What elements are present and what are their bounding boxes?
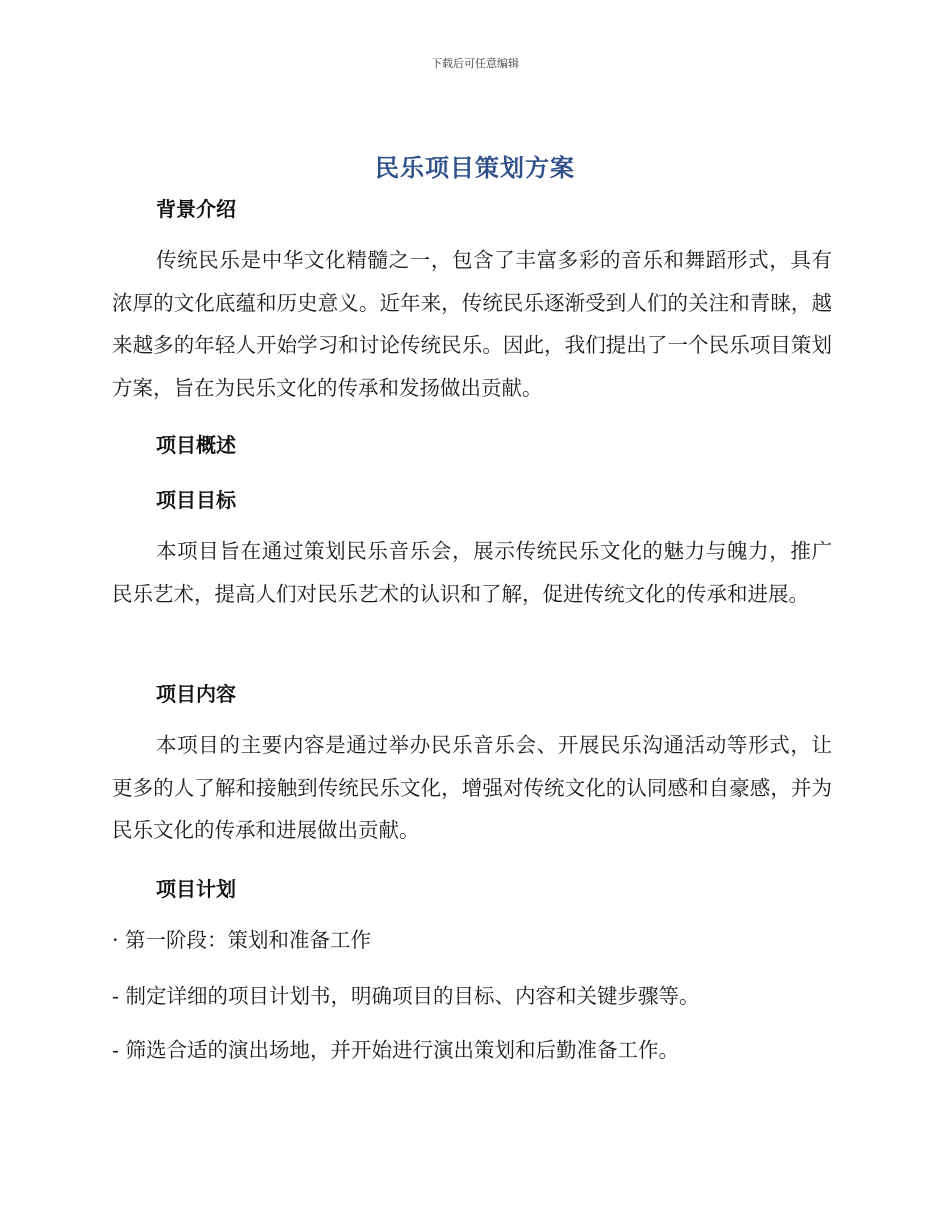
header-note: 下载后可任意编辑	[431, 57, 519, 70]
heading-overview: 项目概述	[156, 433, 236, 457]
paragraph-background: 传统民乐是中华文化精髓之一，包含了丰富多彩的音乐和舞蹈形式，具有浓厚的文化底蕴和历史意义。近年来，传统民乐逐渐受到人们的关注和青睐，越来越多的年轻人开始学习和讨论传统民乐。因此，我们提出了一个民乐项目策划方案，旨在为民乐文化的传承和发扬做出贡献。	[112, 248, 832, 400]
paragraph-content: 本项目的主要内容是通过举办民乐音乐会、开展民乐沟通活动等形式，让更多的人了解和接触到传统民乐文化，增强对传统文化的认同感和自豪感，并为民乐文化的传承和进展做出贡献。	[112, 733, 832, 842]
paragraph-goal: 本项目旨在通过策划民乐音乐会，展示传统民乐文化的魅力与魄力，推广民乐艺术，提高人们对民乐艺术的认识和了解，促进传统文化的传承和进展。	[112, 539, 832, 606]
plan-item-venue: - 筛选合适的演出场地，并开始进行演出策划和后勤准备工作。	[112, 1038, 679, 1062]
heading-content: 项目内容	[156, 682, 236, 706]
heading-goal: 项目目标	[156, 488, 236, 512]
document-title: 民乐项目策划方案	[375, 154, 575, 182]
heading-background: 背景介绍	[156, 197, 236, 221]
plan-item-phase-one: · 第一阶段：策划和准备工作	[112, 928, 372, 952]
plan-item-detail-plan: - 制定详细的项目计划书，明确项目的目标、内容和关键步骤等。	[112, 984, 700, 1008]
heading-plan: 项目计划	[156, 877, 236, 901]
